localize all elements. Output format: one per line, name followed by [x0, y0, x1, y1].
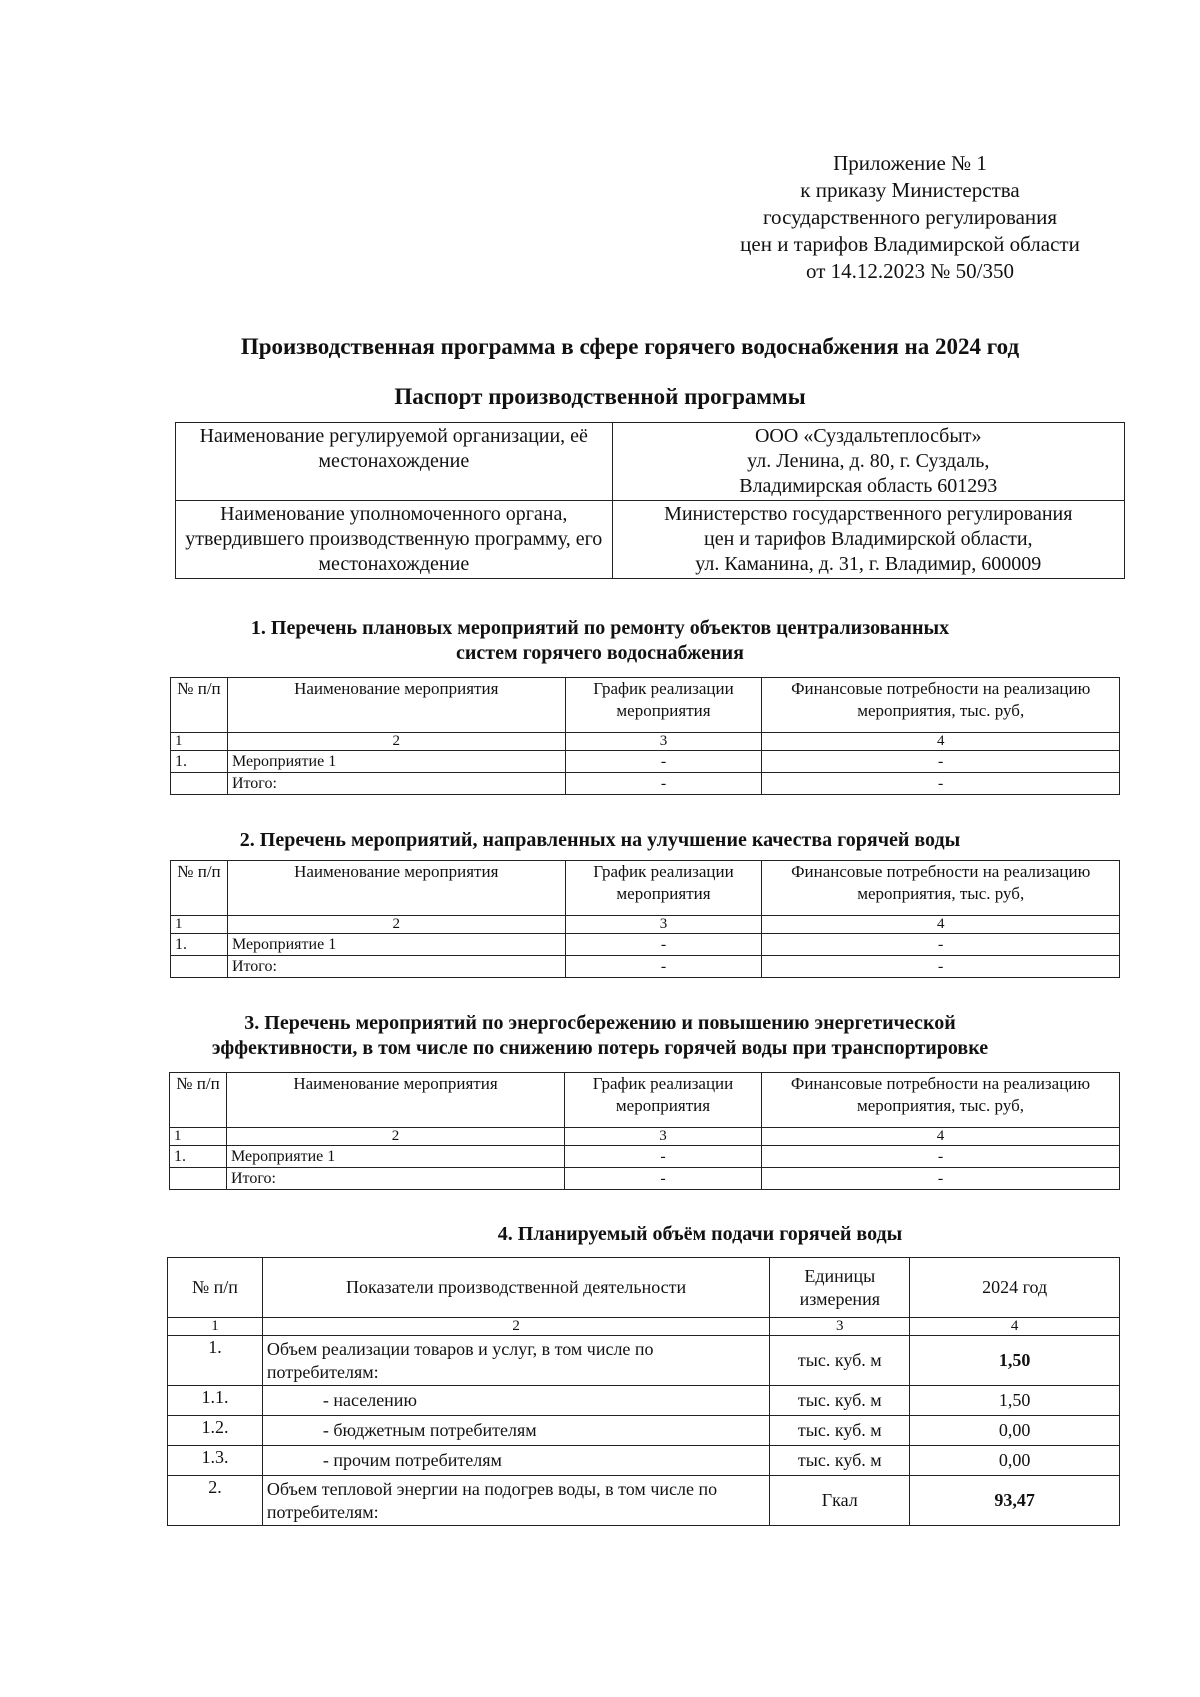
column-index: 4	[762, 916, 1120, 934]
column-header-finance: Финансовые потребности на реализацию мероприятия, тыс. руб,	[762, 1073, 1120, 1128]
row-finance-cell: -	[762, 773, 1120, 795]
column-index: 1	[170, 1128, 227, 1146]
appendix-block	[690, 150, 1130, 285]
row-num-cell: 1.	[168, 1336, 263, 1386]
row-indicator-cell: - бюджетным потребителям	[262, 1416, 769, 1446]
row-value-cell: 0,00	[910, 1416, 1120, 1446]
column-index: 4	[762, 1128, 1120, 1146]
row-name-cell: Итого:	[227, 1168, 565, 1190]
column-header-num: № п/п	[171, 861, 228, 916]
table-index-row	[171, 733, 1120, 751]
row-unit-cell: тыс. куб. м	[770, 1446, 910, 1476]
column-header-schedule: График реализации мероприятия	[565, 678, 762, 733]
appendix-line: от 14.12.2023 № 50/350	[805, 259, 1015, 283]
appendix-line: цен и тарифов Владимирской области	[740, 232, 1080, 256]
table-row	[170, 1146, 1120, 1168]
section1-table	[170, 677, 1120, 795]
row-schedule-cell: -	[565, 751, 762, 773]
column-index: 1	[168, 1318, 263, 1336]
column-index: 3	[565, 733, 762, 751]
table-row	[176, 423, 1125, 501]
row-value-cell: 1,50	[910, 1336, 1120, 1386]
section1-title-line: систем горячего водоснабжения	[456, 642, 744, 664]
row-value-cell: 0,00	[910, 1446, 1120, 1476]
row-name-cell: Мероприятие 1	[227, 934, 565, 956]
section3-table	[169, 1072, 1120, 1190]
row-num-cell: 1.2.	[168, 1416, 263, 1446]
row-value-cell: 93,47	[910, 1476, 1120, 1526]
passport-value-line: Владимирская область 601293	[739, 475, 998, 497]
row-schedule-cell: -	[565, 773, 762, 795]
column-header-year: 2024 год	[910, 1258, 1120, 1318]
row-indicator-cell: - прочим потребителям	[262, 1446, 769, 1476]
row-finance-cell: -	[762, 751, 1120, 773]
row-schedule-cell: -	[565, 1146, 762, 1168]
row-num-cell: 1.1.	[168, 1386, 263, 1416]
appendix-line: Приложение № 1	[833, 151, 987, 175]
column-index: 4	[762, 733, 1120, 751]
row-unit-cell: тыс. куб. м	[770, 1386, 910, 1416]
column-index: 2	[227, 916, 565, 934]
table-header-row	[170, 1073, 1120, 1128]
section4-table	[167, 1257, 1120, 1526]
table-index-row	[170, 1128, 1120, 1146]
passport-value-line: ул. Ленина, д. 80, г. Суздаль,	[747, 450, 990, 472]
column-header-unit: Единицы измерения	[770, 1258, 910, 1318]
row-num-cell	[170, 1168, 227, 1190]
section4-title: 4. Планируемый объём подачи горячей воды	[497, 1223, 903, 1245]
column-index: 2	[227, 1128, 565, 1146]
column-header-indicator: Показатели производственной деятельности	[262, 1258, 769, 1318]
table-row	[171, 956, 1120, 978]
passport-table	[175, 422, 1125, 579]
table-row	[176, 501, 1125, 579]
section3-title	[0, 1011, 1200, 1061]
table-index-row	[171, 916, 1120, 934]
document-title: Производственная программа в сфере горячего водоснабжения на 2024 год	[240, 334, 1020, 359]
row-unit-cell: тыс. куб. м	[770, 1416, 910, 1446]
table-row	[168, 1416, 1120, 1446]
row-finance-cell: -	[762, 1168, 1120, 1190]
row-unit-cell: Гкал	[770, 1476, 910, 1526]
column-index: 3	[770, 1318, 910, 1336]
table-header-row	[171, 861, 1120, 916]
passport-value	[612, 423, 1124, 501]
table-row	[168, 1336, 1120, 1386]
row-num-cell: 1.3.	[168, 1446, 263, 1476]
passport-value-line: цен и тарифов Владимирской области,	[704, 528, 1033, 550]
appendix-line: к приказу Министерства	[800, 178, 1020, 202]
passport-heading: Паспорт производственной программы	[394, 384, 806, 409]
section3-title-line: эффективности, в том числе по снижению потерь горячей воды при транспортировке	[211, 1037, 989, 1059]
table-row	[171, 751, 1120, 773]
table-row	[168, 1446, 1120, 1476]
row-finance-cell: -	[762, 934, 1120, 956]
section2-title: 2. Перечень мероприятий, направленных на улучшение качества горячей воды	[239, 829, 961, 851]
row-indicator-cell: Объем реализации товаров и услуг, в том числе по потребителям:	[262, 1336, 769, 1386]
row-num-cell: 1.	[170, 1146, 227, 1168]
section2-table	[170, 860, 1120, 978]
row-finance-cell: -	[762, 1146, 1120, 1168]
column-index: 2	[262, 1318, 769, 1336]
passport-label: Наименование регулируемой организации, её местонахождение	[176, 423, 613, 501]
column-header-name: Наименование мероприятия	[227, 678, 565, 733]
row-num-cell: 1.	[171, 751, 228, 773]
row-num-cell: 2.	[168, 1476, 263, 1526]
row-name-cell: Мероприятие 1	[227, 1146, 565, 1168]
section1-title	[0, 616, 1200, 666]
table-row	[168, 1476, 1120, 1526]
passport-value-line: ООО «Суздальтеплосбыт»	[754, 425, 982, 447]
row-name-cell: Итого:	[227, 773, 565, 795]
table-row	[171, 934, 1120, 956]
column-header-name: Наименование мероприятия	[227, 1073, 565, 1128]
column-index: 3	[565, 916, 762, 934]
column-header-num: № п/п	[168, 1258, 263, 1318]
row-num-cell	[171, 956, 228, 978]
row-schedule-cell: -	[565, 956, 762, 978]
section3-title-line: 3. Перечень мероприятий по энергосбережению и повышению энергетической	[244, 1012, 956, 1034]
section1-title-line: 1. Перечень плановых мероприятий по ремонту объектов централизованных	[250, 617, 950, 639]
passport-label: Наименование уполномоченного органа, утвердившего производственную программу, его местонахождение	[176, 501, 613, 579]
table-row	[168, 1386, 1120, 1416]
row-schedule-cell: -	[565, 1168, 762, 1190]
table-index-row	[168, 1318, 1120, 1336]
table-row	[171, 773, 1120, 795]
column-header-name: Наименование мероприятия	[227, 861, 565, 916]
column-index: 1	[171, 733, 228, 751]
row-value-cell: 1,50	[910, 1386, 1120, 1416]
column-header-num: № п/п	[171, 678, 228, 733]
row-num-cell: 1.	[171, 934, 228, 956]
row-name-cell: Мероприятие 1	[227, 751, 565, 773]
passport-value	[612, 501, 1124, 579]
column-index: 2	[227, 733, 565, 751]
column-index: 3	[565, 1128, 762, 1146]
column-header-num: № п/п	[170, 1073, 227, 1128]
row-num-cell	[171, 773, 228, 795]
column-header-finance: Финансовые потребности на реализацию мероприятия, тыс. руб,	[762, 861, 1120, 916]
appendix-line: государственного регулирования	[762, 205, 1058, 229]
row-name-cell: Итого:	[227, 956, 565, 978]
table-header-row	[168, 1258, 1120, 1318]
passport-value-line: Министерство государственного регулирования	[664, 503, 1073, 525]
table-header-row	[171, 678, 1120, 733]
row-indicator-cell: - населению	[262, 1386, 769, 1416]
column-header-finance: Финансовые потребности на реализацию мероприятия, тыс. руб,	[762, 678, 1120, 733]
column-header-schedule: График реализации мероприятия	[565, 1073, 762, 1128]
column-index: 1	[171, 916, 228, 934]
row-schedule-cell: -	[565, 934, 762, 956]
passport-value-line: ул. Каманина, д. 31, г. Владимир, 600009	[695, 553, 1042, 575]
column-index: 4	[910, 1318, 1120, 1336]
row-indicator-cell: Объем тепловой энергии на подогрев воды, в том числе по потребителям:	[262, 1476, 769, 1526]
table-row	[170, 1168, 1120, 1190]
row-finance-cell: -	[762, 956, 1120, 978]
column-header-schedule: График реализации мероприятия	[565, 861, 762, 916]
row-unit-cell: тыс. куб. м	[770, 1336, 910, 1386]
